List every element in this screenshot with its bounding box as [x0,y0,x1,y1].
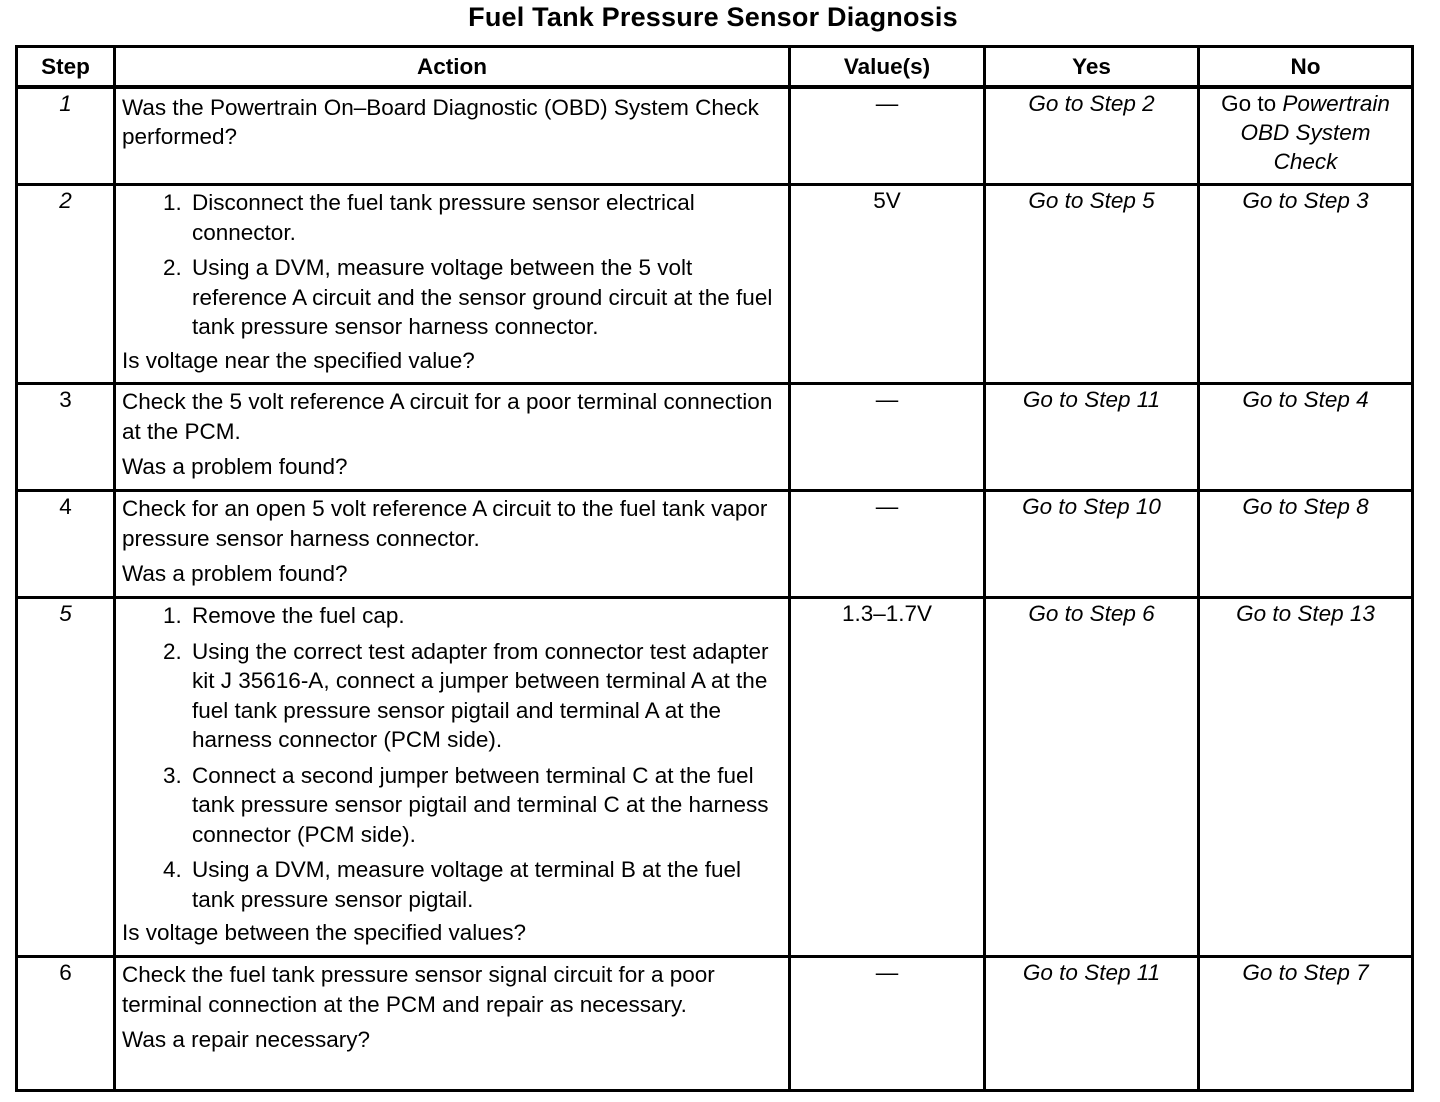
action-text: Was the Powertrain On–Board Diagnostic (OBD) System Check performed? [122,94,759,149]
no-cell: Go to Step 4 [1199,384,1413,491]
table-row [17,384,1413,491]
yes-cell: Go to Step 11 [985,384,1199,491]
header-no: No [1199,47,1413,87]
action-cell [115,957,790,1091]
no-cell [1199,87,1413,185]
action-text: Check for an open 5 volt reference A circuit to the fuel tank vapor pressure sensor harness connector. [122,496,768,551]
step-number: 3 [17,384,115,491]
value-cell: — [790,87,985,185]
action-list-item: 2. Using the correct test adapter from connector test adapter kit J 35616-A, connect a jumper between terminal A at the fuel tank pressure sensor pigtail and terminal A at the harness connector (PCM side). [188,637,782,755]
action-cell [115,598,790,957]
header-yes: Yes [985,47,1199,87]
no-cell: Go to Step 13 [1199,598,1413,957]
value-cell: — [790,384,985,491]
yes-cell: Go to Step 5 [985,185,1199,384]
header-values: Value(s) [790,47,985,87]
header-action: Action [115,47,790,87]
action-question: Was a repair necessary? [122,1027,371,1052]
table-row [17,185,1413,384]
table-row [17,491,1413,598]
action-list-item: 4. Using a DVM, measure voltage at terminal B at the fuel tank pressure sensor pigtail. [188,855,782,914]
no-cell: Go to Step 7 [1199,957,1413,1091]
action-question: Is voltage between the specified values? [122,920,527,945]
action-question: Was a problem found? [122,454,348,479]
action-cell [115,185,790,384]
action-question: Was a problem found? [122,561,348,586]
action-list [122,601,782,914]
step-number: 4 [17,491,115,598]
no-prefix: Go to [1221,90,1277,116]
yes-cell: Go to Step 6 [985,598,1199,957]
table-row [17,87,1413,185]
step-number: 6 [17,957,115,1091]
yes-cell: Go to Step 10 [985,491,1199,598]
step-number: 1 [17,87,115,185]
action-question: Is voltage near the specified value? [122,347,475,373]
action-cell [115,87,790,185]
table-row [17,598,1413,957]
action-list-item: 2. Using a DVM, measure voltage between the 5 volt reference A circuit and the sensor ground circuit at the fuel tank pressure sensor harness connector. [188,253,782,342]
value-cell: — [790,491,985,598]
table-header-row [17,47,1413,87]
action-text: Check the fuel tank pressure sensor signal circuit for a poor terminal connection at the PCM and repair as necessary. [122,962,715,1017]
action-list-item: 1. Remove the fuel cap. [188,601,782,631]
action-list-item: 3. Connect a second jumper between terminal C at the fuel tank pressure sensor pigtail and terminal C at the harness connector (PCM side). [188,761,782,850]
action-list [122,188,782,342]
action-text: Check the 5 volt reference A circuit for a poor terminal connection at the PCM. [122,389,773,444]
step-number: 5 [17,598,115,957]
diagnosis-table [15,45,1414,1092]
yes-cell: Go to Step 11 [985,957,1199,1091]
step-number: 2 [17,185,115,384]
no-cell: Go to Step 3 [1199,185,1413,384]
value-cell: 5V [790,185,985,384]
document-title: Fuel Tank Pressure Sensor Diagnosis [468,2,958,32]
table-row [17,957,1413,1091]
value-cell: — [790,957,985,1091]
action-cell [115,491,790,598]
value-cell: 1.3–1.7V [790,598,985,957]
header-step: Step [17,47,115,87]
action-cell [115,384,790,491]
action-list-item: 1. Disconnect the fuel tank pressure sensor electrical connector. [188,188,782,247]
no-link-text: Powertrain OBD System Check [1240,90,1390,174]
no-cell: Go to Step 8 [1199,491,1413,598]
yes-cell: Go to Step 2 [985,87,1199,185]
